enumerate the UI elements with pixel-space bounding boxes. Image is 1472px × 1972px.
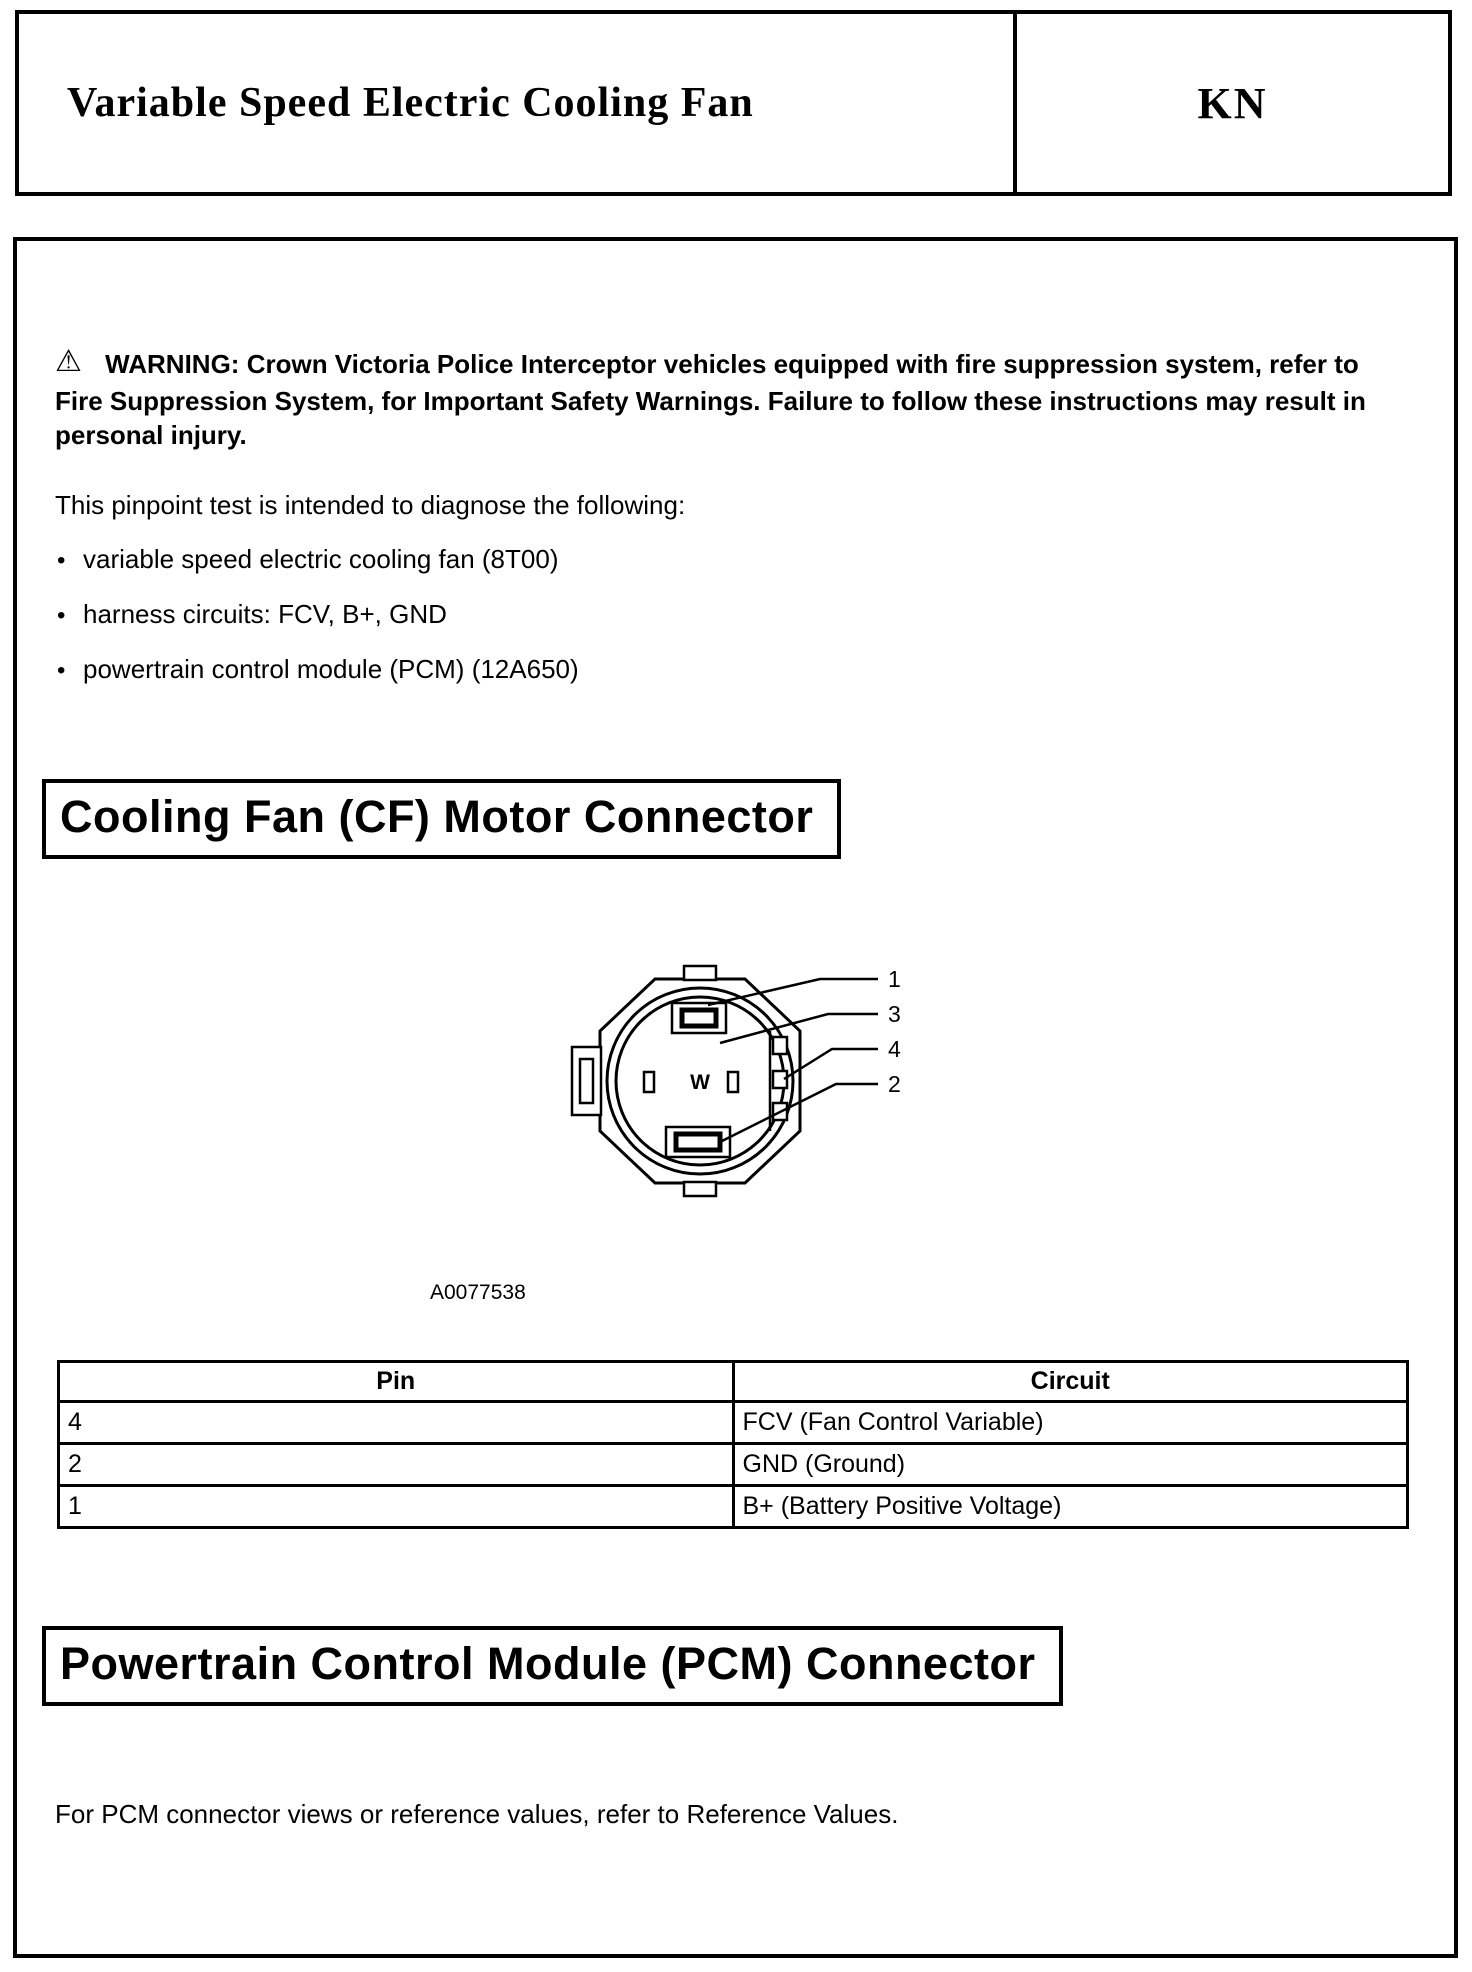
list-item bbox=[57, 543, 1454, 576]
center-symbol: W bbox=[690, 1071, 710, 1095]
leader-line-4 bbox=[784, 1049, 878, 1079]
warning-text: Crown Victoria Police Interceptor vehicles equipped with fire suppression system, refer to Fire Suppression System, for Important Safety Warnings. Failure to follow these instructions may result in personal injury. bbox=[55, 349, 1366, 450]
bullet-icon: • bbox=[57, 602, 66, 630]
circuit-cell: GND (Ground) bbox=[733, 1444, 1408, 1486]
page-title: Variable Speed Electric Cooling Fan bbox=[67, 80, 754, 126]
callout-label: 3 bbox=[888, 1001, 901, 1028]
callout-label: 2 bbox=[888, 1071, 901, 1098]
connector-drawing bbox=[570, 951, 930, 1233]
pcm-reference-note: For PCM connector views or reference values, refer to Reference Values. bbox=[55, 1799, 899, 1830]
cf-connector-diagram bbox=[17, 951, 1454, 1233]
list-item bbox=[57, 598, 1454, 631]
list-item-text: harness circuits: FCV, B+, GND bbox=[83, 599, 447, 630]
table-row bbox=[59, 1402, 1408, 1444]
terminal-3 bbox=[773, 1037, 787, 1054]
page-title-cell bbox=[19, 14, 1017, 192]
intro-text: This pinpoint test is intended to diagnose the following: bbox=[55, 490, 686, 521]
content-box bbox=[13, 237, 1458, 1958]
callout-label: 1 bbox=[888, 966, 901, 993]
table-row bbox=[59, 1444, 1408, 1486]
pin-column-header: Pin bbox=[59, 1362, 734, 1402]
warning-label: WARNING: bbox=[105, 349, 240, 379]
pin1-terminal bbox=[682, 1010, 716, 1026]
pin-circuit-table bbox=[57, 1360, 1409, 1529]
circuit-column-header: Circuit bbox=[733, 1362, 1408, 1402]
circuit-cell: B+ (Battery Positive Voltage) bbox=[733, 1486, 1408, 1528]
pcm-connector-heading: Powertrain Control Module (PCM) Connector bbox=[42, 1626, 1063, 1706]
bullet-icon: • bbox=[57, 657, 66, 685]
table-row bbox=[59, 1486, 1408, 1528]
lock-tab-inner bbox=[580, 1059, 593, 1103]
pin-cell: 4 bbox=[59, 1402, 734, 1444]
warning-triangle-icon: ⚠ bbox=[55, 345, 82, 378]
section-code: KN bbox=[1197, 78, 1268, 128]
section-code-cell bbox=[1017, 14, 1448, 192]
warning-paragraph bbox=[55, 344, 1409, 452]
cf-connector-heading: Cooling Fan (CF) Motor Connector bbox=[42, 779, 841, 859]
bottom-tab bbox=[684, 1182, 716, 1196]
top-tab bbox=[684, 966, 716, 980]
page-header bbox=[15, 10, 1452, 196]
callout-label: 4 bbox=[888, 1036, 901, 1063]
bullet-icon: • bbox=[57, 547, 66, 575]
pin-cell: 1 bbox=[59, 1486, 734, 1528]
key-left bbox=[644, 1072, 654, 1092]
pin2-terminal bbox=[676, 1134, 720, 1150]
diagnosis-list bbox=[57, 543, 1454, 686]
list-item bbox=[57, 653, 1454, 686]
pin-cell: 2 bbox=[59, 1444, 734, 1486]
key-right bbox=[728, 1072, 738, 1092]
leader-line-1 bbox=[708, 979, 878, 1005]
table-header-row bbox=[59, 1362, 1408, 1402]
list-item-text: variable speed electric cooling fan (8T00) bbox=[83, 544, 559, 575]
figure-id: A0077538 bbox=[430, 1281, 526, 1305]
list-item-text: powertrain control module (PCM) (12A650) bbox=[83, 654, 579, 685]
circuit-cell: FCV (Fan Control Variable) bbox=[733, 1402, 1408, 1444]
